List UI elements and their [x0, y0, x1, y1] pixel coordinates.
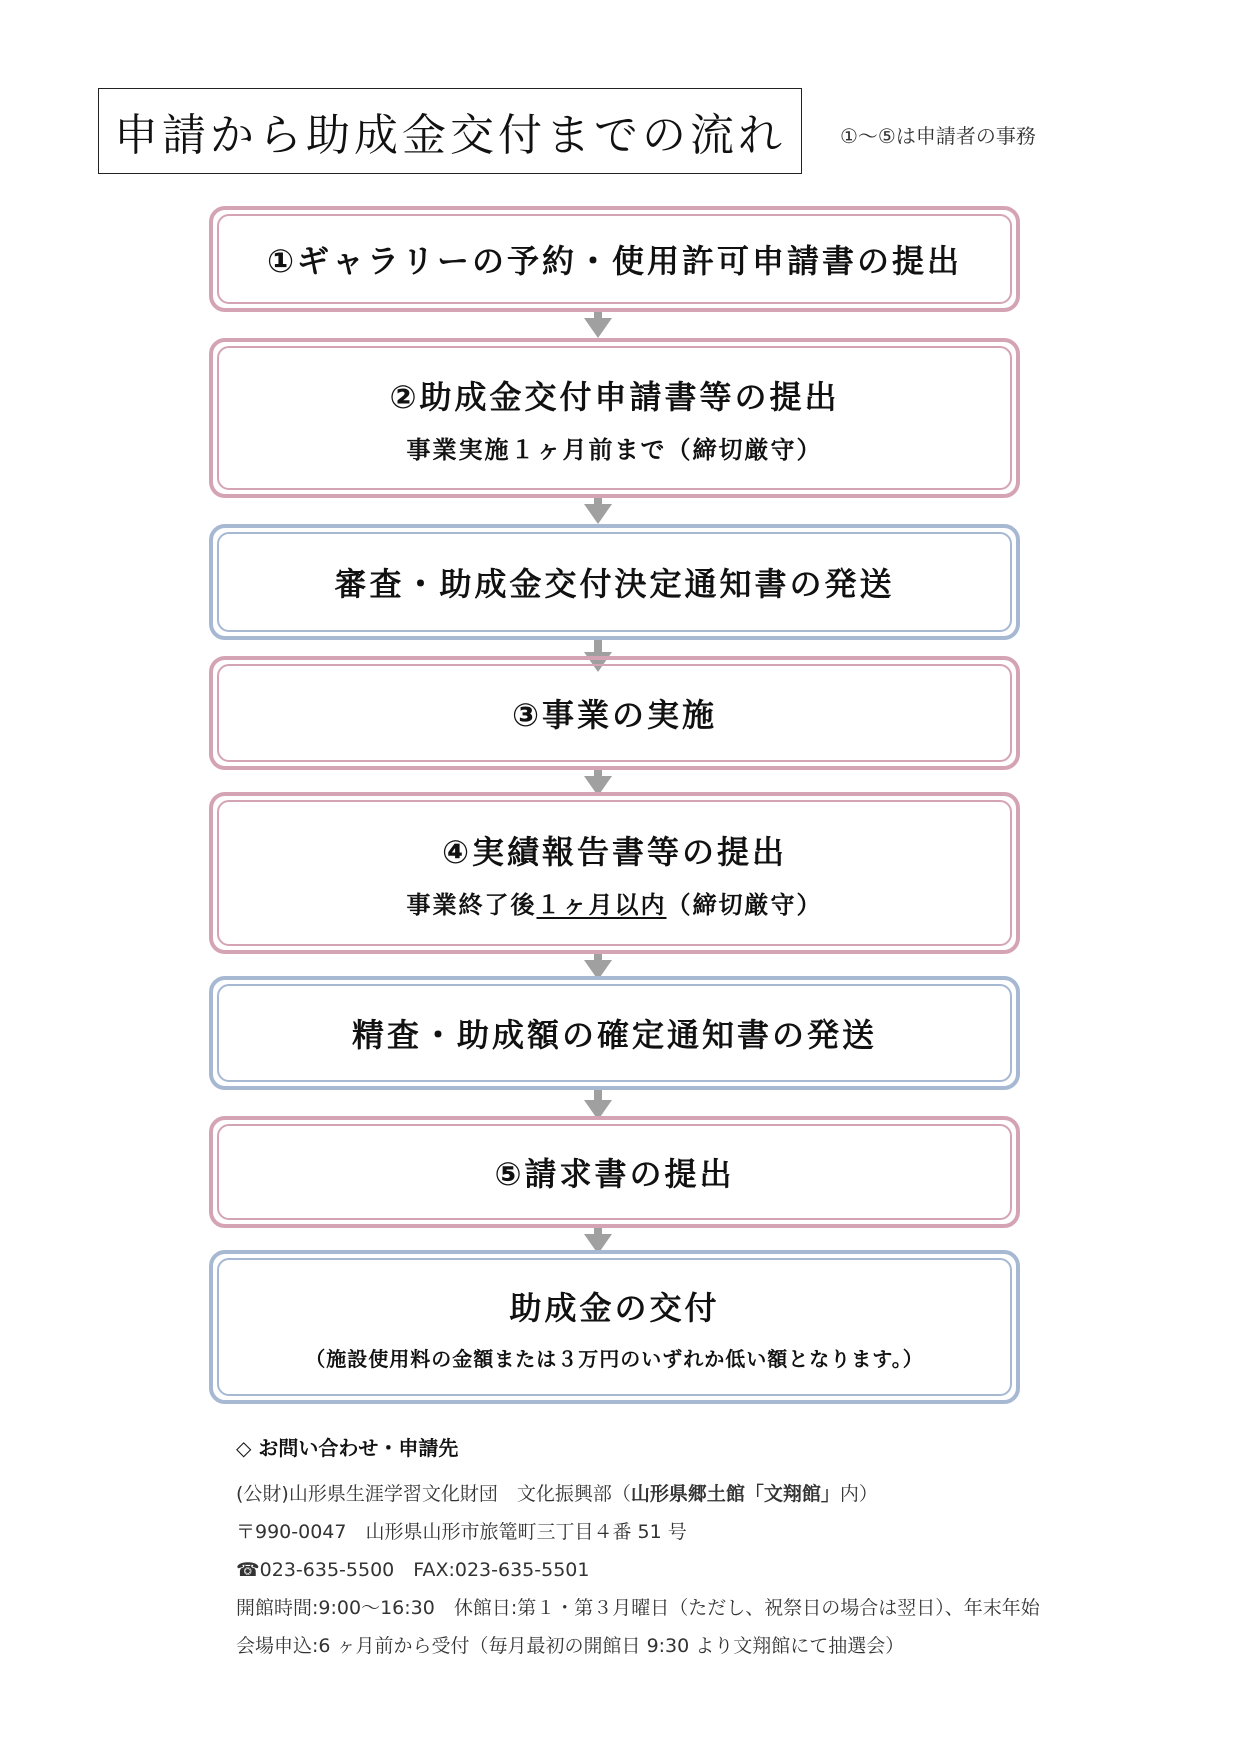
flow-step-audit — [209, 976, 1020, 1090]
contact-hours: 開館時間:9:00～16:30 休館日:第１・第３月曜日（ただし、祝祭日の場合は翌日）、年末年始 — [236, 1597, 1040, 1619]
flow-step-3-title: ③事業の実施 — [511, 696, 718, 734]
flow-step-3 — [209, 656, 1020, 770]
flow-step-1 — [209, 206, 1020, 312]
flow-arrow-2 — [586, 498, 610, 524]
contact-venue: 山形県郷土館「文翔館」 — [630, 1483, 840, 1505]
flow-step-4-deadline-pre: 事業終了後 — [406, 890, 537, 919]
contact-address: 〒990-0047 山形県山形市旅篭町三丁目４番 51 号 — [236, 1521, 687, 1543]
flow-step-screening-title: 審査・助成金交付決定通知書の発送 — [334, 565, 895, 603]
flow-step-4 — [209, 792, 1020, 954]
flow-step-2 — [209, 338, 1020, 498]
contact-booking: 会場申込:6 ヶ月前から受付（毎月最初の開館日 9:30 より文翔館にて抽選会） — [236, 1635, 905, 1657]
page-title-box — [98, 88, 802, 174]
flow-step-4-deadline-period: １ヶ月以内 — [536, 890, 667, 919]
flow-step-audit-title: 精査・助成額の確定通知書の発送 — [351, 1016, 877, 1054]
flow-arrow-1 — [586, 312, 610, 338]
applicant-note: ①～⑤は申請者の事務 — [840, 124, 1036, 148]
contact-organization — [236, 1475, 1116, 1513]
flow-step-payment-title: 助成金の交付 — [509, 1288, 720, 1327]
contact-heading: ◇ お問い合わせ・申請先 — [236, 1436, 459, 1460]
flow-step-1-title: ①ギャラリーの予約・使用許可申請書の提出 — [266, 242, 963, 280]
flow-step-5 — [209, 1116, 1020, 1228]
flow-step-screening — [209, 524, 1020, 640]
flow-step-4-title: ④実績報告書等の提出 — [441, 832, 788, 871]
flow-step-5-title: ⑤請求書の提出 — [494, 1155, 735, 1193]
flow-step-4-deadline-post: （締切厳守） — [666, 890, 823, 919]
contact-organization-name: (公財)山形県生涯学習文化財団 文化振興部（ — [236, 1483, 631, 1505]
page-title: 申請から助成金交付までの流れ — [114, 110, 786, 161]
flow-step-payment — [209, 1250, 1020, 1404]
contact-section — [236, 1432, 1116, 1665]
contact-phone: ☎023-635-5500 FAX:023-635-5501 — [236, 1559, 590, 1581]
flow-step-4-deadline — [407, 885, 823, 920]
flow-step-2-deadline: 事業実施１ヶ月前まで（締切厳守） — [406, 435, 823, 464]
flow-step-2-title: ②助成金交付申請書等の提出 — [389, 377, 840, 416]
contact-organization-suffix: 内） — [839, 1483, 878, 1505]
flow-step-payment-note: （施設使用料の金額または３万円のいずれか低い額となります。） — [305, 1346, 924, 1371]
